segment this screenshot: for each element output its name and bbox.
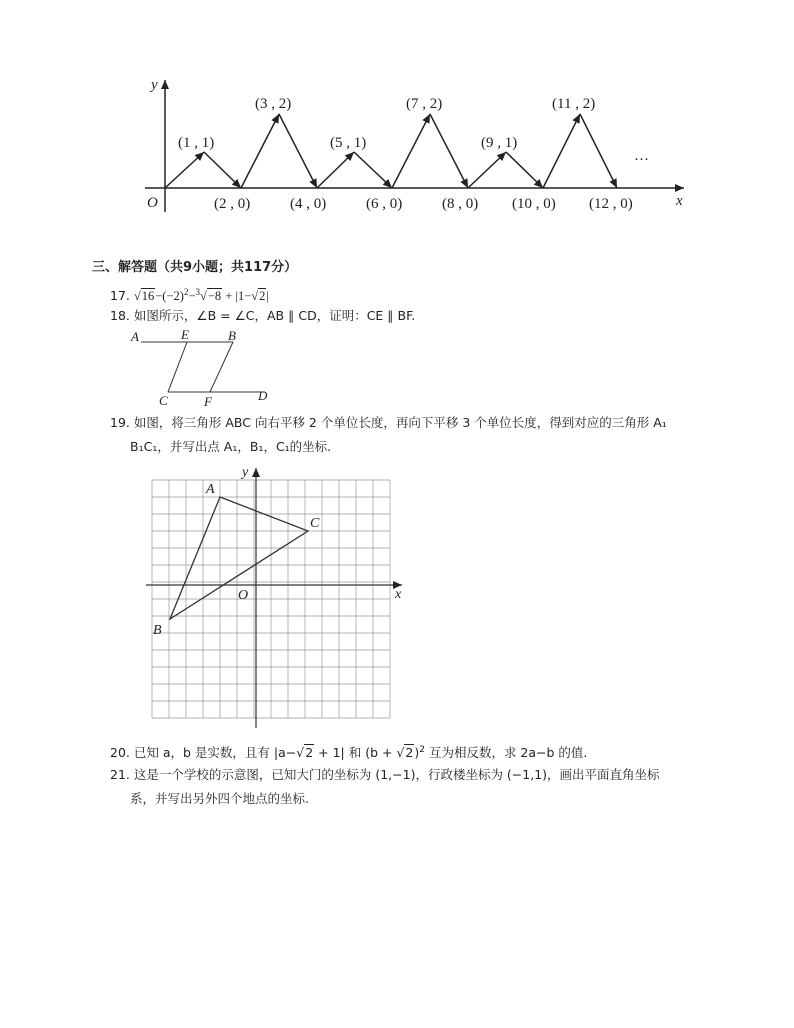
q18-label-B: B — [228, 328, 236, 343]
peak-label-5: (9 , 1) — [481, 135, 518, 151]
base-label-3: (6 , 0) — [366, 196, 403, 212]
q17-abs-open: + |1− — [225, 289, 252, 304]
base-label-1: (2 , 0) — [214, 196, 251, 212]
peak-label-1: (1 , 1) — [178, 135, 215, 151]
q18-label-F: F — [204, 394, 212, 409]
q19-line-2: B₁C₁，并写出点 A₁，B₁，C₁的坐标. — [130, 439, 332, 454]
question-number: 21. — [110, 767, 130, 782]
q17-minus-square: −(−2) — [155, 289, 184, 304]
q18-text: 如图所示，∠B = ∠C，AB ∥ CD，证明：CE ∥ BF. — [133, 308, 416, 323]
q19-line-1: 如图，将三角形 ABC 向右平移 2 个单位长度，再向下平移 3 个单位长度，得到对应的三角形 A₁ — [133, 415, 667, 430]
parallelogram-figure — [125, 325, 285, 410]
zigzag-path — [165, 114, 617, 188]
grid-label-A: A — [206, 482, 215, 497]
q18-label-D: D — [258, 388, 268, 403]
base-label-4: (8 , 0) — [442, 196, 479, 212]
question-number: 18. — [110, 308, 130, 323]
question-21-cont — [130, 789, 309, 809]
q18-label-A: A — [131, 329, 139, 344]
q18-label-C: C — [159, 393, 168, 408]
base-label-2: (4 , 0) — [290, 196, 327, 212]
base-label-5: (10 , 0) — [512, 196, 556, 212]
zigzag-origin-label: O — [147, 195, 158, 211]
q20-radicand-2: 2 — [405, 745, 414, 761]
question-number: 20. — [110, 745, 130, 761]
q20-text-1: 已知 a，b 是实数，且有 |a− — [133, 745, 297, 761]
question-18 — [110, 306, 415, 326]
grid-label-x: x — [395, 587, 402, 602]
grid-lines — [152, 480, 390, 718]
question-17 — [110, 282, 269, 306]
question-21 — [110, 765, 660, 785]
q17-radicand-1: 16 — [141, 289, 155, 304]
peak-label-6: (11 , 2) — [552, 96, 596, 112]
q17-exponent: 2 — [183, 287, 189, 297]
question-number: 19. — [110, 415, 130, 430]
q20-text-2: + 1| 和 (b + — [314, 745, 397, 761]
q20-text-3: ) — [414, 745, 420, 761]
q17-minus: − — [188, 289, 196, 304]
section-title: 三、解答题（共9小题；共117分） — [92, 260, 298, 275]
zigzag-ellipsis: … — [634, 148, 649, 164]
q21-line-1: 这是一个学校的示意图，已知大门的坐标为 (1,−1)，行政楼坐标为 (−1,1)，画出平面直角坐标 — [133, 767, 660, 782]
q20-exponent: 2 — [419, 745, 425, 755]
peak-label-4: (7 , 2) — [406, 96, 443, 112]
question-number: 17. — [110, 288, 130, 304]
q17-abs-close: | — [266, 289, 269, 304]
q20-radicand-1: 2 — [305, 745, 314, 761]
grid-label-O: O — [238, 588, 249, 603]
peak-label-3: (5 , 1) — [330, 135, 367, 151]
grid-label-C: C — [310, 516, 320, 531]
question-19 — [110, 413, 667, 433]
zigzag-figure — [0, 0, 794, 230]
q17-radicand-2: −8 — [207, 289, 222, 304]
q21-line-2: 系，并写出另外四个地点的坐标. — [130, 791, 309, 806]
zigzag-y-label: y — [151, 77, 158, 93]
q17-expression: $√16-(-2)^2-^3√-8 + |1-√2|$ — [133, 287, 269, 304]
q18-label-E: E — [181, 327, 189, 342]
grid-label-B: B — [153, 623, 162, 638]
translation-grid-figure — [140, 460, 410, 740]
q20-text-4: 互为相反数，求 2a−b 的值. — [424, 745, 588, 761]
grid-label-y: y — [242, 465, 249, 480]
zigzag-x-label: x — [676, 193, 683, 209]
q17-radicand-3: 2 — [259, 289, 266, 304]
q17-cube-index: 3 — [195, 287, 200, 297]
question-20: 20. 已知 a，b 是实数，且有 |a−√2 + 1| 和 $(b + √2)^2$ 互为相反数，求 2a−b 的值. — [110, 740, 587, 763]
peak-label-2: (3 , 2) — [255, 96, 292, 112]
base-label-6: (12 , 0) — [589, 196, 633, 212]
question-19-cont — [130, 437, 331, 457]
